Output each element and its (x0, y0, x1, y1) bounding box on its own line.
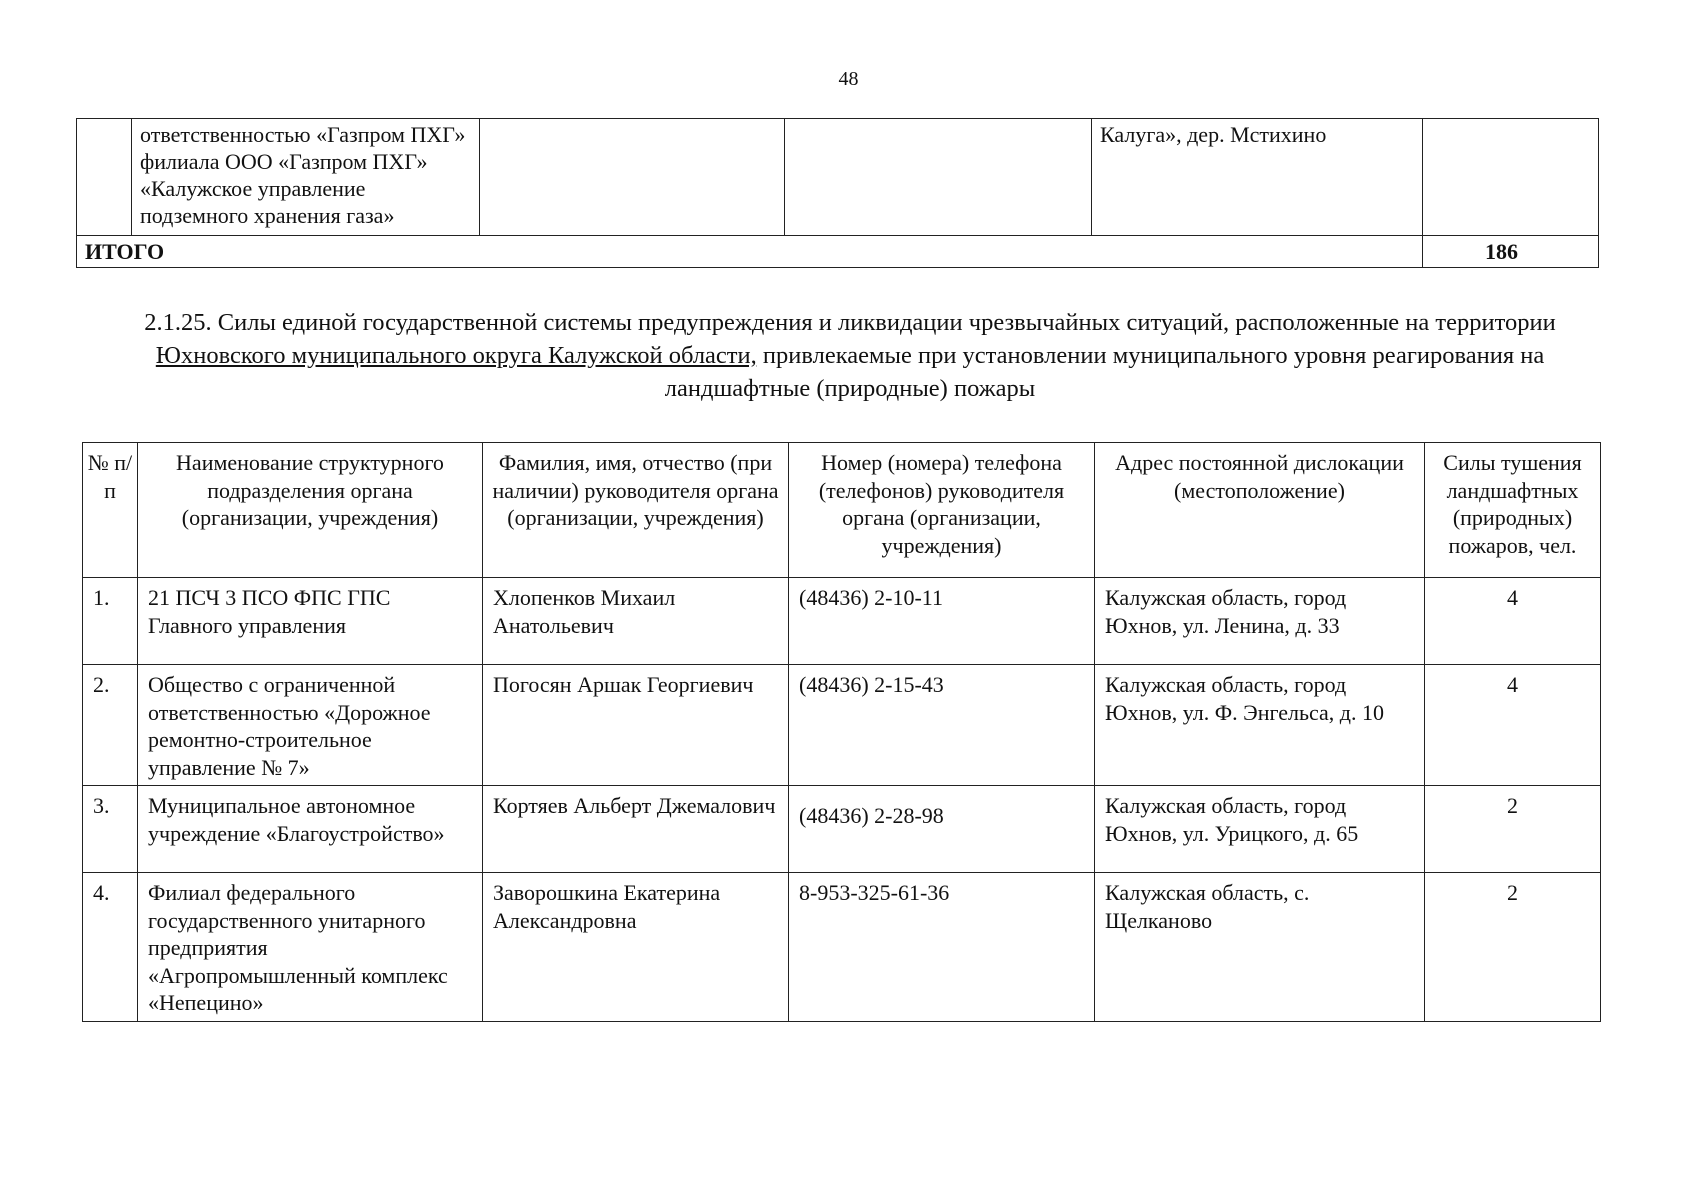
row-phone: 8-953-325-61-36 (789, 873, 1095, 1022)
row-forces: 2 (1425, 786, 1601, 873)
row-phone: (48436) 2-10-11 (789, 578, 1095, 665)
header-head: Фамилия, имя, отчество (при наличии) руководителя органа (организации, учреждения) (483, 443, 789, 578)
row-forces: 2 (1425, 873, 1601, 1022)
row-address: Калужская область, город Юхнов, ул. Ленина, д. 33 (1095, 578, 1425, 665)
table-row (77, 119, 1599, 236)
section-title-part1: 2.1.25. Силы единой государственной системы предупреждения и ликвидации чрезвычайных ситуаций, расположенные на территории (144, 309, 1556, 336)
row-org: 21 ПСЧ 3 ПСО ФПС ГПС Главного управления (138, 578, 483, 665)
row-num: 4. (83, 873, 138, 1022)
total-label: ИТОГО (77, 236, 1423, 268)
table-cell (77, 119, 132, 236)
row-org: Муниципальное автономное учреждение «Благоустройство» (138, 786, 483, 873)
table-cell (480, 119, 785, 236)
header-address: Адрес постоянной дислокации (местоположение) (1095, 443, 1425, 578)
header-org: Наименование структурного подразделения органа (организации, учреждения) (138, 443, 483, 578)
row-forces: 4 (1425, 665, 1601, 786)
section-title-part2: привлекаемые при установлении муниципального уровня реагирования на ландшафтные (природные) пожары (664, 342, 1545, 402)
address-cell: Калуга», дер. Мстихино (1092, 119, 1423, 236)
continued-table (76, 118, 1599, 268)
row-head: Кортяев Альберт Джемалович (483, 786, 789, 873)
row-phone: (48436) 2-28-98 (789, 786, 1095, 873)
total-value: 186 (1423, 236, 1599, 268)
table-cell (1423, 119, 1599, 236)
header-phone: Номер (номера) телефона (телефонов) руководителя органа (организации, учреждения) (789, 443, 1095, 578)
total-row (77, 236, 1599, 268)
row-num: 2. (83, 665, 138, 786)
org-name-cell: ответственностью «Газпром ПХГ» филиала ООО «Газпром ПХГ» «Калужское управление подземного хранения газа» (132, 119, 480, 236)
row-forces: 4 (1425, 578, 1601, 665)
section-title (100, 306, 1600, 405)
row-head: Погосян Аршак Георгиевич (483, 665, 789, 786)
header-forces: Силы тушения ландшафтных (природных) пожаров, чел. (1425, 443, 1601, 578)
row-address: Калужская область, город Юхнов, ул. Ф. Энгельса, д. 10 (1095, 665, 1425, 786)
table-row (83, 873, 1601, 1022)
row-address: Калужская область, с. Щелканово (1095, 873, 1425, 1022)
table-row (83, 665, 1601, 786)
row-address: Калужская область, город Юхнов, ул. Урицкого, д. 65 (1095, 786, 1425, 873)
forces-table (82, 442, 1601, 1022)
row-org: Филиал федерального государственного унитарного предприятия «Агропромышленный комплекс «Непецино» (138, 873, 483, 1022)
table-cell (785, 119, 1092, 236)
row-head: Хлопенков Михаил Анатольевич (483, 578, 789, 665)
row-num: 1. (83, 578, 138, 665)
row-num: 3. (83, 786, 138, 873)
row-org: Общество с ограниченной ответственностью «Дорожное ремонтно-строительное управление № 7» (138, 665, 483, 786)
table-row (83, 578, 1601, 665)
page-number: 48 (838, 68, 859, 90)
row-phone: (48436) 2-15-43 (789, 665, 1095, 786)
row-head: Заворошкина Екатерина Александровна (483, 873, 789, 1022)
section-title-underlined: Юхновского муниципального округа Калужской области, (155, 342, 757, 369)
header-num: № п/п (83, 443, 138, 578)
table-header-row (83, 443, 1601, 578)
table-row (83, 786, 1601, 873)
